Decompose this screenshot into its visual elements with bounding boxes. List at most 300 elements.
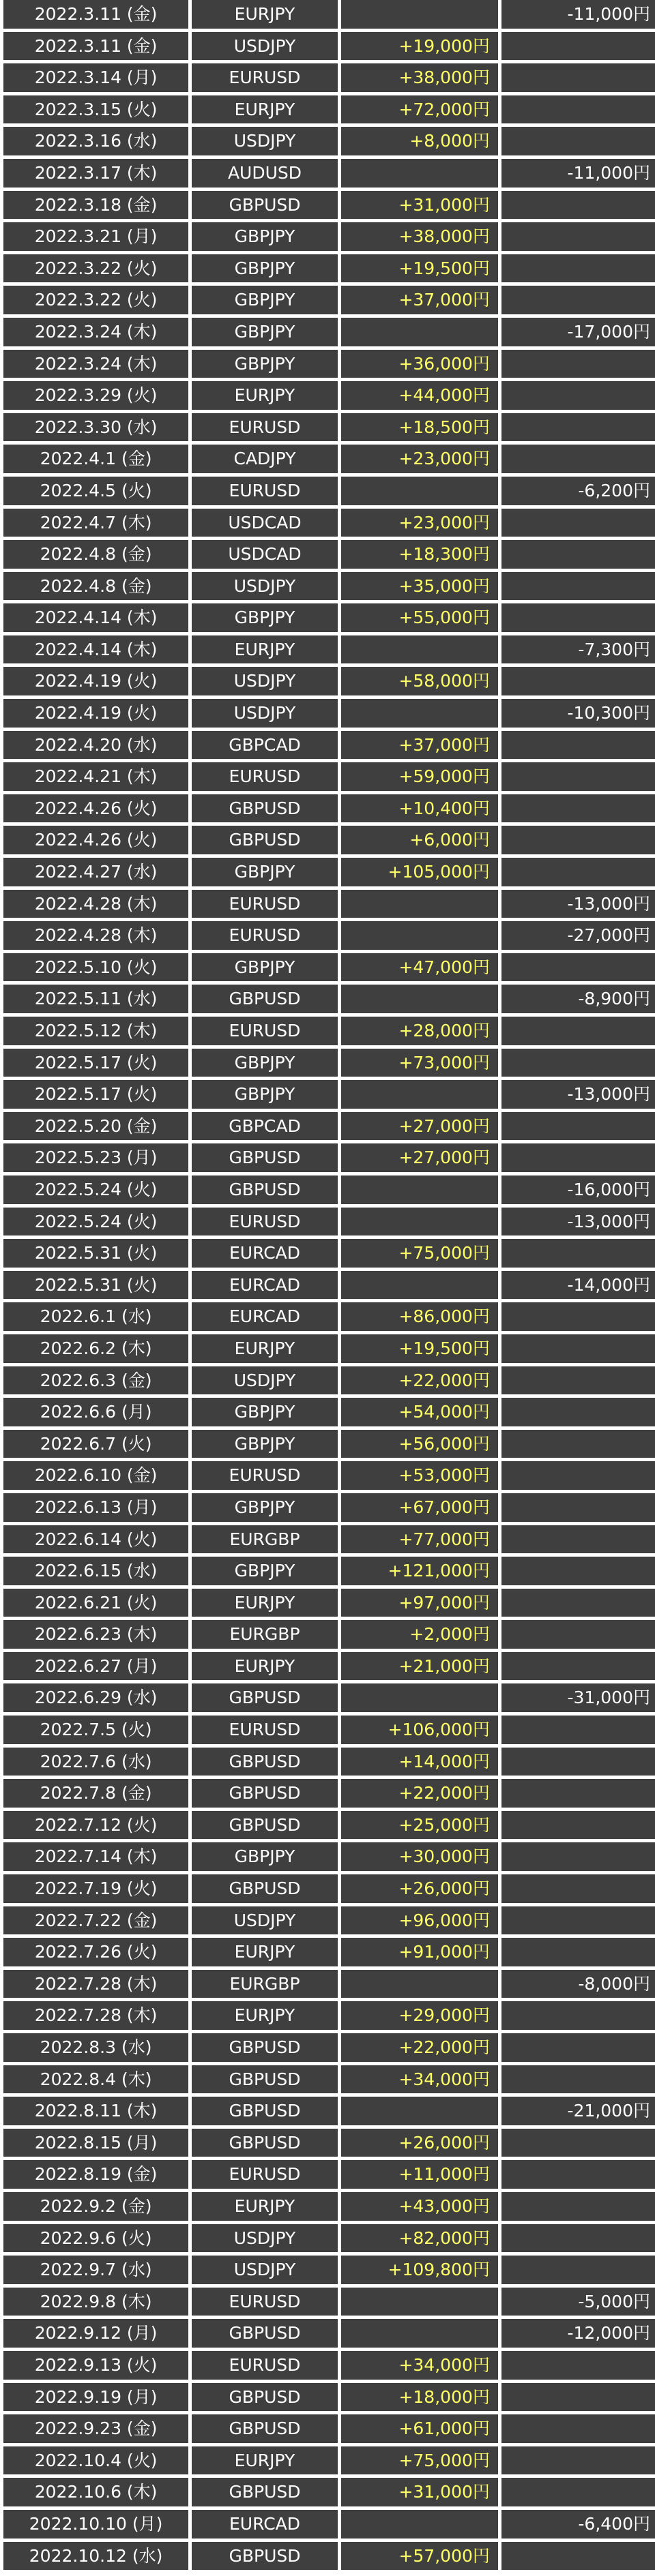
currency-pair-cell: GBPJPY	[192, 1398, 338, 1426]
currency-pair-cell: EURUSD	[192, 762, 338, 791]
trade-date-cell: 2022.4.26 (火)	[3, 826, 188, 854]
trade-date-cell: 2022.5.31 (火)	[3, 1239, 188, 1268]
currency-pair-cell: EURJPY	[192, 2001, 338, 2030]
loss-cell	[501, 191, 655, 220]
currency-pair-cell: EURCAD	[192, 2510, 338, 2538]
currency-pair-cell: EURJPY	[192, 1938, 338, 1966]
profit-cell	[341, 635, 498, 664]
profit-cell	[341, 159, 498, 188]
profit-cell: +18,000円	[341, 2383, 498, 2412]
table-row	[3, 1049, 655, 1077]
trade-date-cell: 2022.10.10 (月)	[3, 2510, 188, 2538]
currency-pair-cell: GBPJPY	[192, 350, 338, 378]
loss-cell: -8,900円	[501, 985, 655, 1013]
currency-pair-cell: EURUSD	[192, 890, 338, 918]
trade-date-cell: 2022.5.17 (火)	[3, 1049, 188, 1077]
loss-cell	[501, 1017, 655, 1045]
loss-cell	[501, 794, 655, 823]
loss-cell	[501, 762, 655, 791]
currency-pair-cell: EURUSD	[192, 63, 338, 92]
loss-cell	[501, 254, 655, 283]
trade-date-cell: 2022.5.17 (火)	[3, 1080, 188, 1109]
trade-date-cell: 2022.3.24 (木)	[3, 318, 188, 346]
trade-date-cell: 2022.9.7 (水)	[3, 2256, 188, 2284]
currency-pair-cell: GBPJPY	[192, 222, 338, 251]
table-row	[3, 2446, 655, 2475]
currency-pair-cell: GBPUSD	[192, 2319, 338, 2348]
loss-cell	[501, 858, 655, 886]
profit-cell: +57,000円	[341, 2542, 498, 2571]
currency-pair-cell: CADJPY	[192, 445, 338, 473]
currency-pair-cell: USDJPY	[192, 667, 338, 695]
loss-cell	[501, 953, 655, 982]
currency-pair-cell: EURJPY	[192, 1589, 338, 1617]
trade-date-cell: 2022.3.18 (金)	[3, 191, 188, 220]
table-row	[3, 2097, 655, 2125]
table-row	[3, 1620, 655, 1649]
profit-cell: +55,000円	[341, 603, 498, 632]
loss-cell	[501, 2001, 655, 2030]
profit-cell: +31,000円	[341, 191, 498, 220]
profit-cell	[341, 921, 498, 950]
currency-pair-cell: EURJPY	[192, 95, 338, 124]
currency-pair-cell: EURUSD	[192, 1017, 338, 1045]
currency-pair-cell: USDCAD	[192, 540, 338, 569]
trade-date-cell: 2022.6.3 (金)	[3, 1366, 188, 1395]
currency-pair-cell: EURCAD	[192, 1271, 338, 1300]
trade-date-cell: 2022.4.26 (火)	[3, 794, 188, 823]
profit-cell: +19,000円	[341, 32, 498, 61]
currency-pair-cell: EURUSD	[192, 1716, 338, 1744]
profit-cell: +14,000円	[341, 1748, 498, 1776]
currency-pair-cell: USDCAD	[192, 509, 338, 537]
table-row	[3, 1271, 655, 1300]
table-row	[3, 413, 655, 442]
loss-cell: -11,000円	[501, 0, 655, 29]
currency-pair-cell: GBPUSD	[192, 2542, 338, 2571]
trade-date-cell: 2022.3.16 (水)	[3, 127, 188, 155]
loss-cell	[501, 413, 655, 442]
profit-cell: +29,000円	[341, 2001, 498, 2030]
profit-cell: +34,000円	[341, 2351, 498, 2380]
loss-cell	[501, 1557, 655, 1585]
loss-cell	[501, 2542, 655, 2571]
loss-cell	[501, 2478, 655, 2506]
trade-date-cell: 2022.4.20 (水)	[3, 731, 188, 760]
currency-pair-cell: EURUSD	[192, 1461, 338, 1490]
currency-pair-cell: EURJPY	[192, 2192, 338, 2221]
trade-date-cell: 2022.8.19 (金)	[3, 2160, 188, 2189]
currency-pair-cell: EURCAD	[192, 1302, 338, 1331]
loss-cell	[501, 2224, 655, 2253]
currency-pair-cell: GBPUSD	[192, 191, 338, 220]
profit-cell	[341, 699, 498, 728]
currency-pair-cell: GBPUSD	[192, 985, 338, 1013]
trade-date-cell: 2022.7.14 (木)	[3, 1842, 188, 1871]
loss-cell	[501, 2192, 655, 2221]
table-row	[3, 286, 655, 314]
profit-cell: +105,000円	[341, 858, 498, 886]
currency-pair-cell: USDJPY	[192, 2256, 338, 2284]
profit-cell: +21,000円	[341, 1652, 498, 1681]
profit-cell: +27,000円	[341, 1112, 498, 1141]
profit-cell	[341, 318, 498, 346]
table-row	[3, 540, 655, 569]
currency-pair-cell: GBPUSD	[192, 2033, 338, 2062]
trade-date-cell: 2022.9.13 (火)	[3, 2351, 188, 2380]
table-row	[3, 2542, 655, 2571]
table-row	[3, 1430, 655, 1458]
trade-date-cell: 2022.6.14 (火)	[3, 1525, 188, 1554]
currency-pair-cell: EURJPY	[192, 2446, 338, 2475]
trade-date-cell: 2022.7.28 (木)	[3, 1970, 188, 1998]
trade-date-cell: 2022.5.20 (金)	[3, 1112, 188, 1141]
profit-cell: +19,500円	[341, 254, 498, 283]
table-row	[3, 2351, 655, 2380]
currency-pair-cell: GBPJPY	[192, 1430, 338, 1458]
profit-cell: +18,500円	[341, 413, 498, 442]
table-row	[3, 2160, 655, 2189]
trade-date-cell: 2022.10.12 (水)	[3, 2542, 188, 2571]
table-row	[3, 1080, 655, 1109]
table-row	[3, 2319, 655, 2348]
loss-cell: -21,000円	[501, 2097, 655, 2125]
currency-pair-cell: EURGBP	[192, 1970, 338, 1998]
loss-cell	[501, 2414, 655, 2443]
trade-date-cell: 2022.3.17 (木)	[3, 159, 188, 188]
loss-cell	[501, 1525, 655, 1554]
trade-date-cell: 2022.3.11 (金)	[3, 32, 188, 61]
table-row	[3, 1716, 655, 1744]
profit-cell: +61,000円	[341, 2414, 498, 2443]
table-row	[3, 1557, 655, 1585]
currency-pair-cell: USDJPY	[192, 1906, 338, 1935]
currency-pair-cell: GBPJPY	[192, 254, 338, 283]
profit-cell: +22,000円	[341, 2033, 498, 2062]
loss-cell: -13,000円	[501, 1208, 655, 1236]
table-row	[3, 858, 655, 886]
currency-pair-cell: GBPUSD	[192, 1811, 338, 1840]
currency-pair-cell: EURJPY	[192, 381, 338, 410]
trade-date-cell: 2022.4.8 (金)	[3, 540, 188, 569]
currency-pair-cell: EURJPY	[192, 1652, 338, 1681]
currency-pair-cell: EURGBP	[192, 1525, 338, 1554]
trade-date-cell: 2022.5.23 (月)	[3, 1143, 188, 1172]
loss-cell: -6,200円	[501, 477, 655, 505]
currency-pair-cell: GBPUSD	[192, 2129, 338, 2157]
table-row	[3, 1811, 655, 1840]
loss-cell	[501, 1461, 655, 1490]
profit-cell: +73,000円	[341, 1049, 498, 1077]
trade-date-cell: 2022.7.28 (木)	[3, 2001, 188, 2030]
currency-pair-cell: GBPUSD	[192, 1175, 338, 1204]
table-row	[3, 1938, 655, 1966]
trade-date-cell: 2022.4.7 (木)	[3, 509, 188, 537]
currency-pair-cell: GBPUSD	[192, 2065, 338, 2094]
trade-date-cell: 2022.7.6 (水)	[3, 1748, 188, 1776]
loss-cell	[501, 1049, 655, 1077]
loss-cell	[501, 2351, 655, 2380]
table-row	[3, 159, 655, 188]
loss-cell	[501, 95, 655, 124]
table-row	[3, 1366, 655, 1395]
trade-date-cell: 2022.8.15 (月)	[3, 2129, 188, 2157]
loss-cell	[501, 1842, 655, 1871]
table-row	[3, 953, 655, 982]
profit-cell: +38,000円	[341, 63, 498, 92]
currency-pair-cell: EURUSD	[192, 477, 338, 505]
loss-cell	[501, 1716, 655, 1744]
loss-cell: -7,300円	[501, 635, 655, 664]
profit-cell: +58,000円	[341, 667, 498, 695]
loss-cell: -27,000円	[501, 921, 655, 950]
trade-date-cell: 2022.4.28 (木)	[3, 890, 188, 918]
table-row	[3, 1175, 655, 1204]
trade-date-cell: 2022.3.21 (月)	[3, 222, 188, 251]
loss-cell	[501, 1748, 655, 1776]
trade-date-cell: 2022.8.4 (木)	[3, 2065, 188, 2094]
table-row	[3, 1398, 655, 1426]
loss-cell: -13,000円	[501, 1080, 655, 1109]
trade-date-cell: 2022.6.27 (月)	[3, 1652, 188, 1681]
profit-cell: +43,000円	[341, 2192, 498, 2221]
profit-cell: +25,000円	[341, 1811, 498, 1840]
currency-pair-cell: GBPUSD	[192, 1143, 338, 1172]
currency-pair-cell: GBPUSD	[192, 2097, 338, 2125]
profit-cell: +35,000円	[341, 572, 498, 601]
loss-cell	[501, 2446, 655, 2475]
profit-cell	[341, 1175, 498, 1204]
loss-cell	[501, 603, 655, 632]
profit-cell: +23,000円	[341, 509, 498, 537]
trade-date-cell: 2022.4.19 (火)	[3, 667, 188, 695]
loss-cell	[501, 2065, 655, 2094]
loss-cell: -11,000円	[501, 159, 655, 188]
currency-pair-cell: GBPJPY	[192, 286, 338, 314]
currency-pair-cell: USDJPY	[192, 2224, 338, 2253]
profit-cell: +2,000円	[341, 1620, 498, 1649]
currency-pair-cell: USDJPY	[192, 572, 338, 601]
table-row	[3, 2001, 655, 2030]
trade-date-cell: 2022.3.15 (火)	[3, 95, 188, 124]
table-row	[3, 1239, 655, 1268]
currency-pair-cell: GBPUSD	[192, 1779, 338, 1808]
table-row	[3, 762, 655, 791]
profit-cell: +28,000円	[341, 1017, 498, 1045]
table-row	[3, 509, 655, 537]
profit-cell: +23,000円	[341, 445, 498, 473]
table-row	[3, 699, 655, 728]
profit-cell: +56,000円	[341, 1430, 498, 1458]
table-row	[3, 2129, 655, 2157]
table-row	[3, 603, 655, 632]
table-row	[3, 1970, 655, 1998]
trade-date-cell: 2022.6.23 (木)	[3, 1620, 188, 1649]
profit-cell	[341, 1080, 498, 1109]
table-row	[3, 381, 655, 410]
profit-cell: +8,000円	[341, 127, 498, 155]
currency-pair-cell: EURGBP	[192, 1620, 338, 1649]
loss-cell	[501, 1874, 655, 1903]
profit-cell: +34,000円	[341, 2065, 498, 2094]
profit-cell: +86,000円	[341, 1302, 498, 1331]
trade-date-cell: 2022.9.12 (月)	[3, 2319, 188, 2348]
currency-pair-cell: GBPUSD	[192, 826, 338, 854]
loss-cell: -17,000円	[501, 318, 655, 346]
trade-date-cell: 2022.5.31 (火)	[3, 1271, 188, 1300]
currency-pair-cell: GBPCAD	[192, 1112, 338, 1141]
table-row	[3, 222, 655, 251]
loss-cell: -12,000円	[501, 2319, 655, 2348]
trade-date-cell: 2022.4.21 (木)	[3, 762, 188, 791]
loss-cell	[501, 2129, 655, 2157]
loss-cell	[501, 2256, 655, 2284]
currency-pair-cell: GBPJPY	[192, 1049, 338, 1077]
profit-cell	[341, 2288, 498, 2316]
trade-date-cell: 2022.10.6 (木)	[3, 2478, 188, 2506]
loss-cell	[501, 286, 655, 314]
loss-cell	[501, 667, 655, 695]
loss-cell	[501, 2383, 655, 2412]
profit-cell: +67,000円	[341, 1493, 498, 1522]
loss-cell	[501, 2160, 655, 2189]
table-row	[3, 2033, 655, 2062]
loss-cell	[501, 1143, 655, 1172]
loss-cell	[501, 32, 655, 61]
trade-date-cell: 2022.6.21 (火)	[3, 1589, 188, 1617]
table-row	[3, 1302, 655, 1331]
loss-cell	[501, 127, 655, 155]
profit-cell: +18,300円	[341, 540, 498, 569]
currency-pair-cell: GBPJPY	[192, 1080, 338, 1109]
trade-date-cell: 2022.7.22 (金)	[3, 1906, 188, 1935]
trade-date-cell: 2022.7.8 (金)	[3, 1779, 188, 1808]
currency-pair-cell: EURJPY	[192, 0, 338, 29]
profit-cell: +59,000円	[341, 762, 498, 791]
currency-pair-cell: USDJPY	[192, 127, 338, 155]
loss-cell	[501, 1302, 655, 1331]
profit-cell: +53,000円	[341, 1461, 498, 1490]
currency-pair-cell: GBPUSD	[192, 794, 338, 823]
loss-cell	[501, 1906, 655, 1935]
table-row	[3, 921, 655, 950]
table-row	[3, 1683, 655, 1712]
table-row	[3, 1017, 655, 1045]
currency-pair-cell: GBPJPY	[192, 1557, 338, 1585]
loss-cell	[501, 1493, 655, 1522]
table-row	[3, 1493, 655, 1522]
table-row	[3, 572, 655, 601]
loss-cell: -10,300円	[501, 699, 655, 728]
trade-date-cell: 2022.6.7 (火)	[3, 1430, 188, 1458]
profit-cell	[341, 2097, 498, 2125]
profit-cell: +109,800円	[341, 2256, 498, 2284]
loss-cell: -14,000円	[501, 1271, 655, 1300]
trade-date-cell: 2022.9.23 (金)	[3, 2414, 188, 2443]
trade-date-cell: 2022.6.15 (水)	[3, 1557, 188, 1585]
trade-date-cell: 2022.3.29 (火)	[3, 381, 188, 410]
currency-pair-cell: EURJPY	[192, 1334, 338, 1363]
loss-cell: -5,000円	[501, 2288, 655, 2316]
trade-date-cell: 2022.3.22 (火)	[3, 254, 188, 283]
trade-date-cell: 2022.6.1 (水)	[3, 1302, 188, 1331]
currency-pair-cell: GBPUSD	[192, 1683, 338, 1712]
table-row	[3, 2510, 655, 2538]
profit-cell: +91,000円	[341, 1938, 498, 1966]
table-row	[3, 445, 655, 473]
profit-cell: +75,000円	[341, 1239, 498, 1268]
trade-table-body	[3, 0, 655, 2570]
trade-date-cell: 2022.7.26 (火)	[3, 1938, 188, 1966]
loss-cell	[501, 222, 655, 251]
loss-cell	[501, 1112, 655, 1141]
currency-pair-cell: GBPUSD	[192, 2478, 338, 2506]
currency-pair-cell: EURUSD	[192, 2160, 338, 2189]
profit-cell: +106,000円	[341, 1716, 498, 1744]
table-row	[3, 1748, 655, 1776]
profit-cell: +37,000円	[341, 286, 498, 314]
profit-cell: +37,000円	[341, 731, 498, 760]
loss-cell	[501, 381, 655, 410]
profit-cell: +36,000円	[341, 350, 498, 378]
profit-cell	[341, 477, 498, 505]
currency-pair-cell: EURUSD	[192, 1208, 338, 1236]
table-row	[3, 1461, 655, 1490]
profit-cell: +72,000円	[341, 95, 498, 124]
loss-cell	[501, 63, 655, 92]
profit-cell: +26,000円	[341, 2129, 498, 2157]
profit-cell: +22,000円	[341, 1366, 498, 1395]
currency-pair-cell: GBPUSD	[192, 2414, 338, 2443]
currency-pair-cell: GBPUSD	[192, 1874, 338, 1903]
table-row	[3, 350, 655, 378]
table-row	[3, 2192, 655, 2221]
profit-cell	[341, 985, 498, 1013]
trade-date-cell: 2022.4.19 (火)	[3, 699, 188, 728]
currency-pair-cell: GBPJPY	[192, 318, 338, 346]
currency-pair-cell: GBPJPY	[192, 953, 338, 982]
profit-cell: +10,400円	[341, 794, 498, 823]
trade-date-cell: 2022.4.28 (木)	[3, 921, 188, 950]
trade-date-cell: 2022.7.5 (火)	[3, 1716, 188, 1744]
loss-cell	[501, 1811, 655, 1840]
table-row	[3, 1525, 655, 1554]
trade-date-cell: 2022.7.12 (火)	[3, 1811, 188, 1840]
profit-cell: +27,000円	[341, 1143, 498, 1172]
trade-date-cell: 2022.8.3 (水)	[3, 2033, 188, 2062]
table-row	[3, 0, 655, 29]
table-row	[3, 32, 655, 61]
table-row	[3, 2288, 655, 2316]
profit-cell	[341, 1683, 498, 1712]
currency-pair-cell: EURUSD	[192, 2351, 338, 2380]
currency-pair-cell: GBPJPY	[192, 858, 338, 886]
table-row	[3, 985, 655, 1013]
table-row	[3, 318, 655, 346]
loss-cell: -13,000円	[501, 890, 655, 918]
table-row	[3, 826, 655, 854]
profit-cell: +30,000円	[341, 1842, 498, 1871]
loss-cell	[501, 1938, 655, 1966]
table-row	[3, 2256, 655, 2284]
profit-cell	[341, 1208, 498, 1236]
trade-date-cell: 2022.8.11 (木)	[3, 2097, 188, 2125]
loss-cell	[501, 1589, 655, 1617]
currency-pair-cell: EURJPY	[192, 635, 338, 664]
profit-cell: +11,000円	[341, 2160, 498, 2189]
loss-cell	[501, 1430, 655, 1458]
trade-date-cell: 2022.10.4 (火)	[3, 2446, 188, 2475]
